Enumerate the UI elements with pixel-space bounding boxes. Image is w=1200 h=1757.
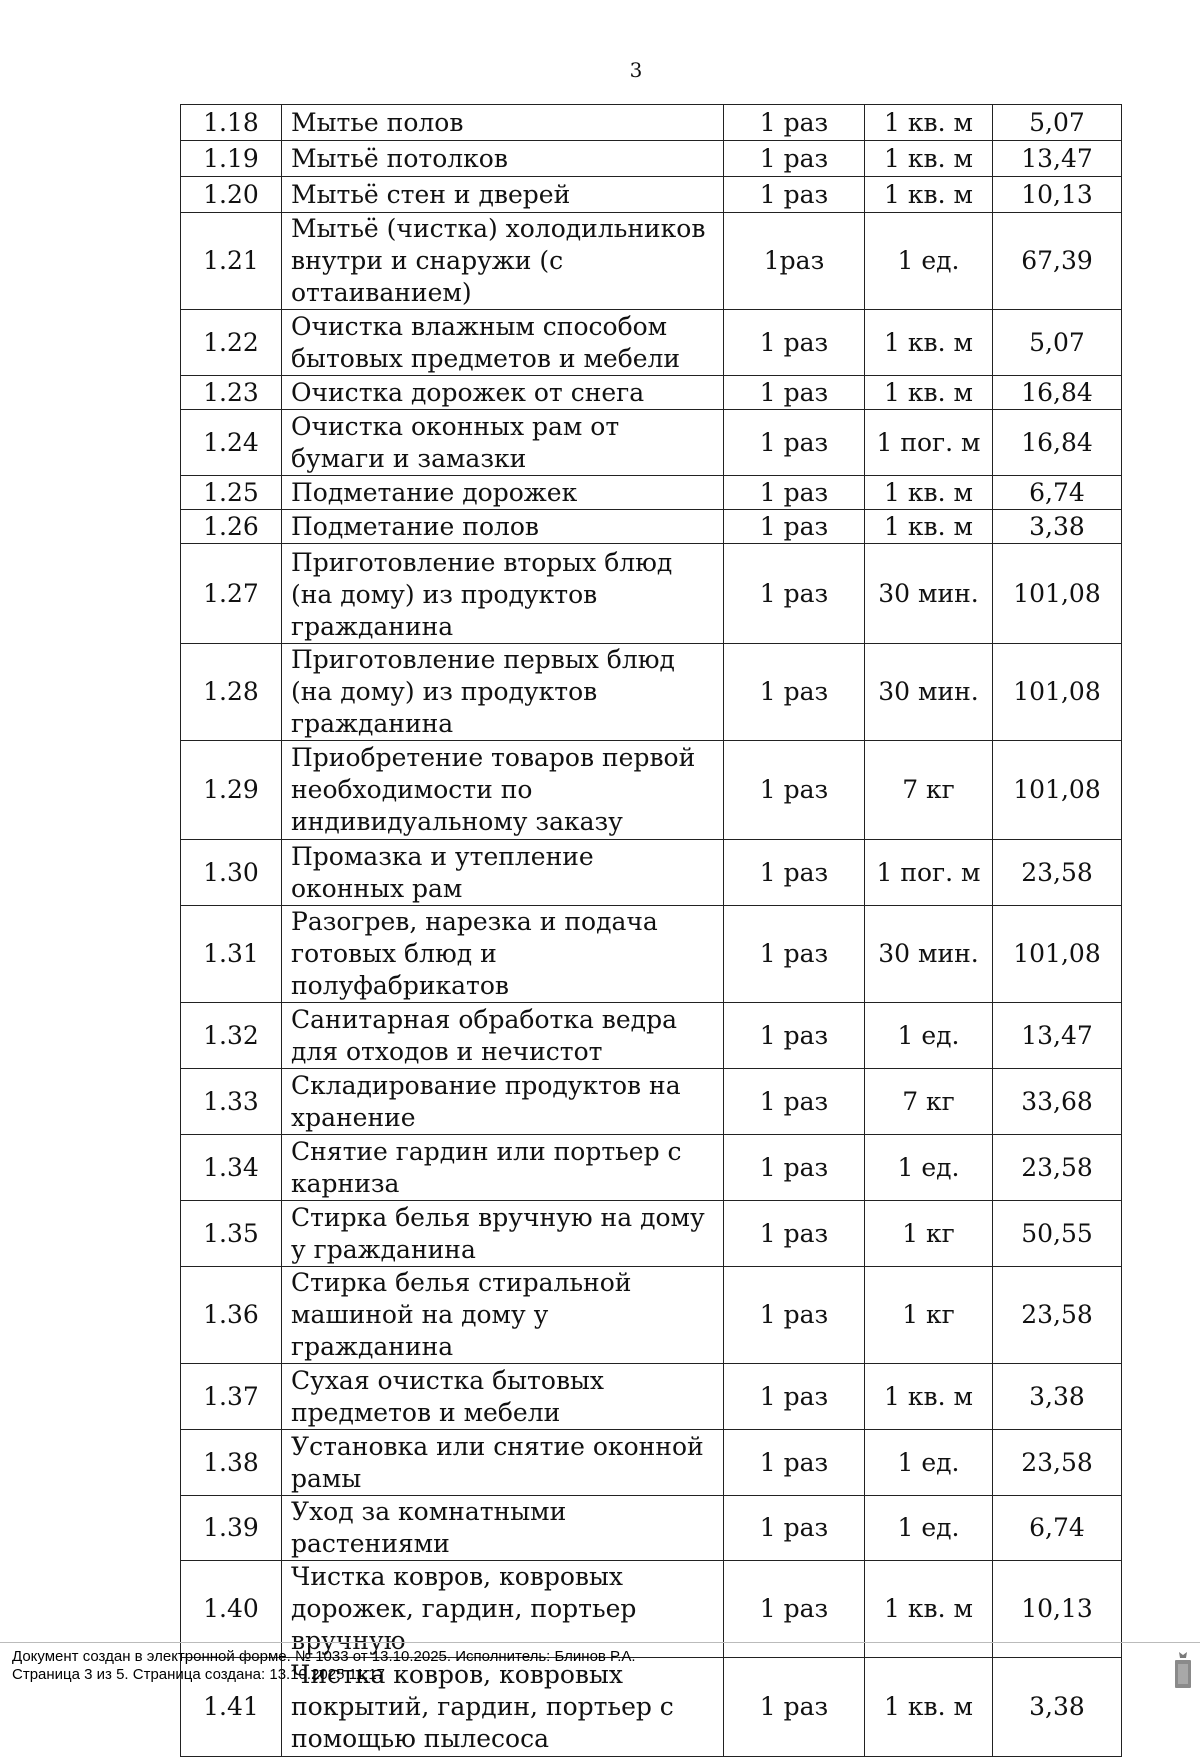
service-name: Мытье полов: [282, 105, 724, 141]
frequency: 1 раз: [724, 1069, 865, 1135]
row-number: 1.28: [181, 644, 282, 741]
frequency: 1 раз: [724, 177, 865, 213]
table-row: [181, 510, 1122, 544]
price: 101,08: [993, 544, 1122, 644]
row-number: 1.35: [181, 1201, 282, 1267]
frequency: 1 раз: [724, 1496, 865, 1561]
document-footer: [12, 1648, 636, 1684]
row-number: 1.31: [181, 906, 282, 1003]
service-name: Приготовление вторых блюд (на дому) из продуктов гражданина: [282, 544, 724, 644]
table-row: [181, 105, 1122, 141]
service-name: Мытьё (чистка) холодильников внутри и снаружи (с оттаиванием): [282, 213, 724, 310]
price: 23,58: [993, 1430, 1122, 1496]
frequency: 1 раз: [724, 410, 865, 476]
row-number: 1.41: [181, 1658, 282, 1757]
service-name: Установка или снятие оконной рамы: [282, 1430, 724, 1496]
row-number: 1.25: [181, 476, 282, 510]
table-row: [181, 644, 1122, 741]
price: 3,38: [993, 1364, 1122, 1430]
footer-page-info: Страница 3 из 5. Страница создана: 13.10.2025 11:17: [12, 1666, 386, 1683]
coat-of-arms-icon: [1172, 1650, 1194, 1690]
row-number: 1.23: [181, 376, 282, 410]
frequency: 1 раз: [724, 1135, 865, 1201]
row-number: 1.29: [181, 741, 282, 840]
table-row: [181, 1430, 1122, 1496]
unit: 1 ед.: [865, 1430, 993, 1496]
table-row: [181, 213, 1122, 310]
service-name: Мытьё потолков: [282, 141, 724, 177]
unit: 1 кг: [865, 1201, 993, 1267]
row-number: 1.18: [181, 105, 282, 141]
frequency: 1 раз: [724, 1561, 865, 1658]
service-name: Приготовление первых блюд (на дому) из продуктов гражданина: [282, 644, 724, 741]
row-number: 1.33: [181, 1069, 282, 1135]
tariff-table-body: [181, 105, 1122, 1757]
frequency: 1 раз: [724, 544, 865, 644]
price: 13,47: [993, 1003, 1122, 1069]
unit: 1 ед.: [865, 1003, 993, 1069]
footer-document-info: Документ создан в электронной форме. № 1033 от 13.10.2025. Исполнитель: Блинов Р.А.: [12, 1648, 636, 1665]
frequency: 1 раз: [724, 1430, 865, 1496]
price: 3,38: [993, 510, 1122, 544]
service-name: Чистка ковров, ковровых дорожек, гардин, портьер вручную: [282, 1561, 724, 1658]
unit: 30 мин.: [865, 906, 993, 1003]
price: 50,55: [993, 1201, 1122, 1267]
unit: 1 кв. м: [865, 105, 993, 141]
table-row: [181, 177, 1122, 213]
service-name: Чистка ковров, ковровых покрытий, гардин, портьер с помощью пылесоса: [282, 1658, 724, 1757]
row-number: 1.34: [181, 1135, 282, 1201]
price: 16,84: [993, 410, 1122, 476]
frequency: 1 раз: [724, 1201, 865, 1267]
table-row: [181, 376, 1122, 410]
unit: 1 кв. м: [865, 376, 993, 410]
table-row: [181, 840, 1122, 906]
footer-divider: [0, 1642, 1200, 1643]
table-row: [181, 1201, 1122, 1267]
frequency: 1 раз: [724, 376, 865, 410]
frequency: 1 раз: [724, 310, 865, 376]
service-name: Мытьё стен и дверей: [282, 177, 724, 213]
unit: 1 кв. м: [865, 1658, 993, 1757]
row-number: 1.21: [181, 213, 282, 310]
frequency: 1 раз: [724, 840, 865, 906]
unit: 1 ед.: [865, 1496, 993, 1561]
unit: 1 пог. м: [865, 840, 993, 906]
row-number: 1.19: [181, 141, 282, 177]
price: 6,74: [993, 476, 1122, 510]
row-number: 1.38: [181, 1430, 282, 1496]
frequency: 1 раз: [724, 105, 865, 141]
table-row: [181, 544, 1122, 644]
service-name: Санитарная обработка ведра для отходов и нечистот: [282, 1003, 724, 1069]
table-row: [181, 476, 1122, 510]
price: 13,47: [993, 141, 1122, 177]
price: 23,58: [993, 1267, 1122, 1364]
row-number: 1.39: [181, 1496, 282, 1561]
page-number: 3: [629, 58, 643, 82]
unit: 1 пог. м: [865, 410, 993, 476]
price: 33,68: [993, 1069, 1122, 1135]
service-name: Разогрев, нарезка и подача готовых блюд и полуфабрикатов: [282, 906, 724, 1003]
row-number: 1.27: [181, 544, 282, 644]
frequency: 1 раз: [724, 741, 865, 840]
price: 101,08: [993, 644, 1122, 741]
service-name: Приобретение товаров первой необходимости по индивидуальному заказу: [282, 741, 724, 840]
table-row: [181, 310, 1122, 376]
unit: 30 мин.: [865, 644, 993, 741]
unit: 1 кв. м: [865, 141, 993, 177]
unit: 1 кв. м: [865, 1561, 993, 1658]
service-name: Промазка и утепление оконных рам: [282, 840, 724, 906]
service-name: Снятие гардин или портьер с карниза: [282, 1135, 724, 1201]
row-number: 1.20: [181, 177, 282, 213]
unit: 1 кв. м: [865, 177, 993, 213]
table-row: [181, 741, 1122, 840]
table-row: [181, 1496, 1122, 1561]
row-number: 1.40: [181, 1561, 282, 1658]
frequency: 1 раз: [724, 1364, 865, 1430]
table-row: [181, 1135, 1122, 1201]
frequency: 1 раз: [724, 1267, 865, 1364]
table-row: [181, 1003, 1122, 1069]
price: 67,39: [993, 213, 1122, 310]
service-name: Подметание дорожек: [282, 476, 724, 510]
row-number: 1.24: [181, 410, 282, 476]
price: 5,07: [993, 105, 1122, 141]
frequency: 1 раз: [724, 1003, 865, 1069]
row-number: 1.26: [181, 510, 282, 544]
row-number: 1.22: [181, 310, 282, 376]
service-name: Очистка влажным способом бытовых предметов и мебели: [282, 310, 724, 376]
frequency: 1 раз: [724, 510, 865, 544]
unit: 1 кв. м: [865, 1364, 993, 1430]
table-row: [181, 1364, 1122, 1430]
unit: 1 кв. м: [865, 310, 993, 376]
frequency: 1 раз: [724, 906, 865, 1003]
service-name: Очистка оконных рам от бумаги и замазки: [282, 410, 724, 476]
row-number: 1.36: [181, 1267, 282, 1364]
service-name: Очистка дорожек от снега: [282, 376, 724, 410]
frequency: 1 раз: [724, 141, 865, 177]
unit: 1 кг: [865, 1267, 993, 1364]
unit: 30 мин.: [865, 544, 993, 644]
table-row: [181, 1069, 1122, 1135]
unit: 7 кг: [865, 1069, 993, 1135]
unit: 1 ед.: [865, 213, 993, 310]
table-row: [181, 410, 1122, 476]
table-row: [181, 141, 1122, 177]
price: 16,84: [993, 376, 1122, 410]
price: 10,13: [993, 177, 1122, 213]
row-number: 1.37: [181, 1364, 282, 1430]
tariff-table: [180, 104, 1122, 1757]
frequency: 1 раз: [724, 644, 865, 741]
price: 10,13: [993, 1561, 1122, 1658]
price: 5,07: [993, 310, 1122, 376]
unit: 1 кв. м: [865, 510, 993, 544]
price: 101,08: [993, 906, 1122, 1003]
service-name: Стирка белья стиральной машиной на дому у гражданина: [282, 1267, 724, 1364]
frequency: 1 раз: [724, 1658, 865, 1757]
price: 23,58: [993, 1135, 1122, 1201]
service-name: Стирка белья вручную на дому у гражданина: [282, 1201, 724, 1267]
price: 3,38: [993, 1658, 1122, 1757]
price: 6,74: [993, 1496, 1122, 1561]
service-name: Сухая очистка бытовых предметов и мебели: [282, 1364, 724, 1430]
service-name: Складирование продуктов на хранение: [282, 1069, 724, 1135]
service-name: Подметание полов: [282, 510, 724, 544]
price: 101,08: [993, 741, 1122, 840]
unit: 1 кв. м: [865, 476, 993, 510]
table-row: [181, 906, 1122, 1003]
unit: 1 ед.: [865, 1135, 993, 1201]
unit: 7 кг: [865, 741, 993, 840]
row-number: 1.30: [181, 840, 282, 906]
frequency: 1раз: [724, 213, 865, 310]
table-row: [181, 1267, 1122, 1364]
row-number: 1.32: [181, 1003, 282, 1069]
price: 23,58: [993, 840, 1122, 906]
service-name: Уход за комнатными растениями: [282, 1496, 724, 1561]
frequency: 1 раз: [724, 476, 865, 510]
